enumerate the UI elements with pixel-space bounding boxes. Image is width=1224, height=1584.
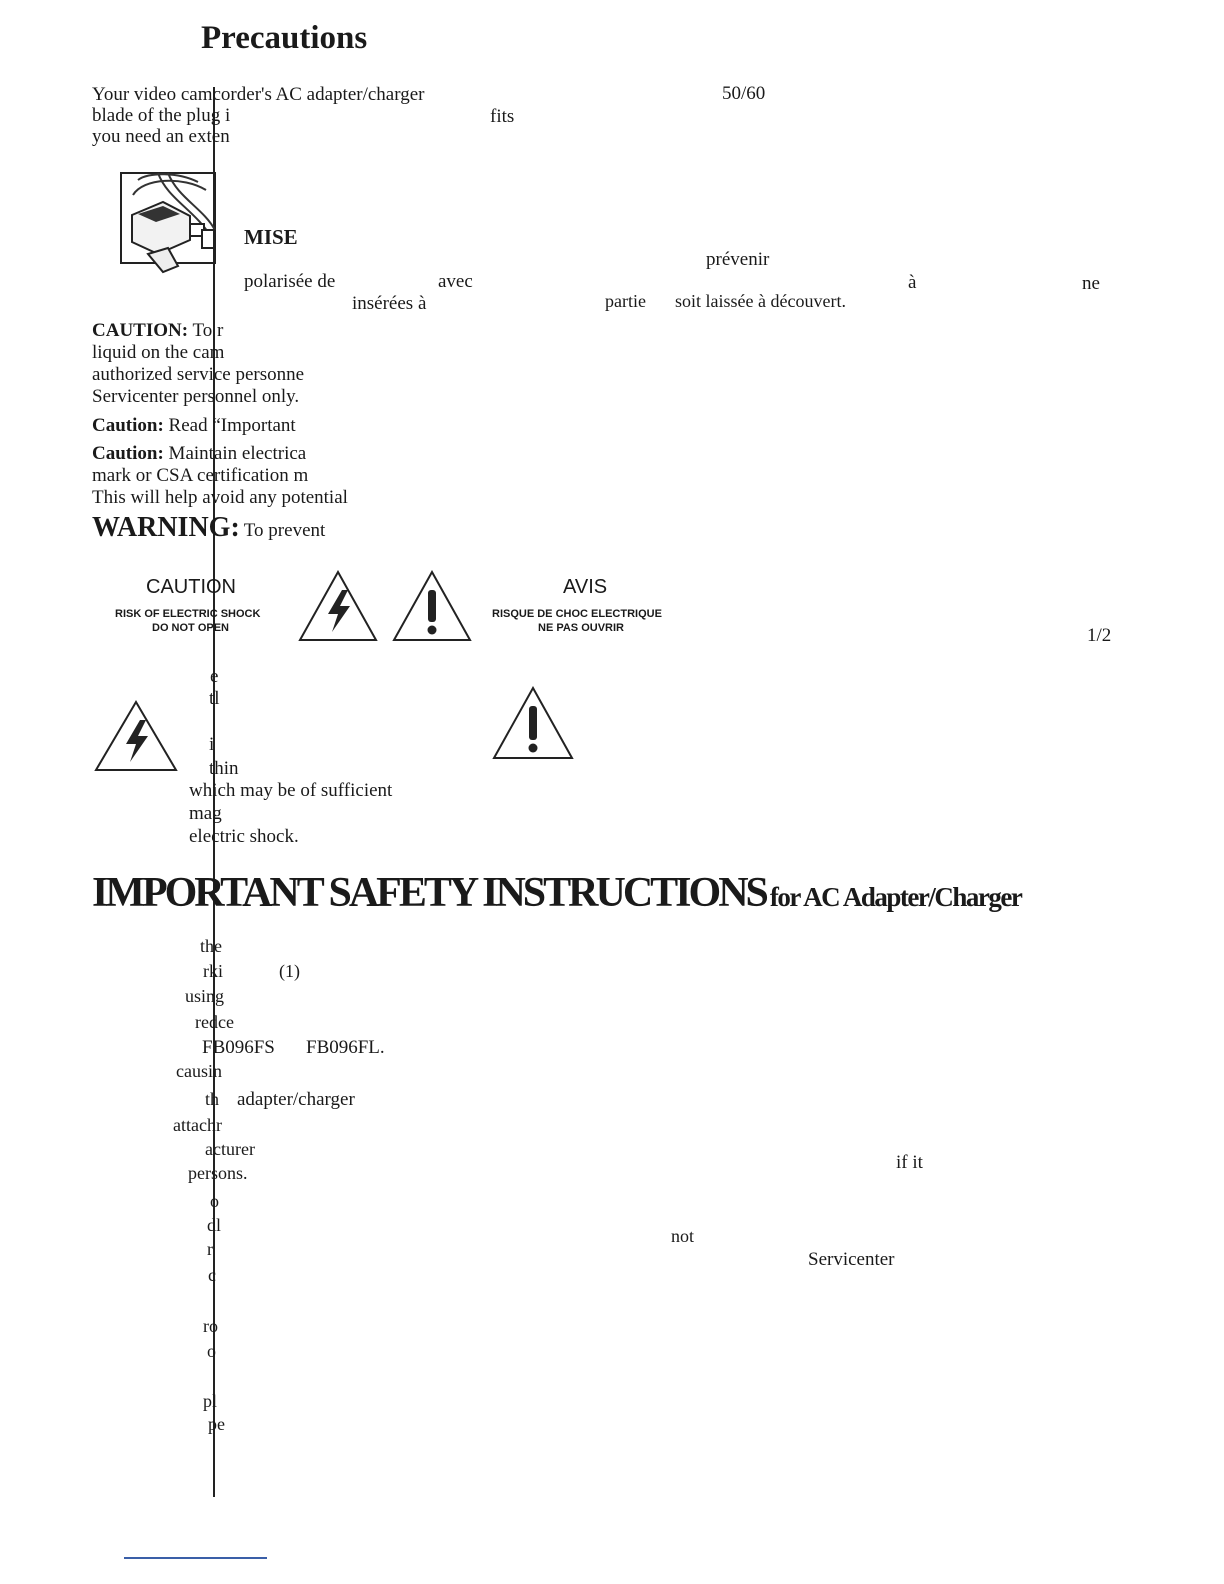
exclamation-symbol-icon xyxy=(492,686,574,760)
exclamation-warning-icon xyxy=(392,570,472,642)
fraction-text: 1/2 xyxy=(1087,625,1112,646)
warning-label: WARNING: xyxy=(92,512,240,543)
safety-fragment: persons. xyxy=(188,1163,248,1183)
label-do-not-open: DO NOT OPEN xyxy=(152,622,230,634)
symbol-fragment-3: i xyxy=(209,734,215,755)
label-caution: CAUTION xyxy=(146,576,236,598)
safety-fragment: ro xyxy=(203,1316,218,1336)
safety-fragment: rki xyxy=(203,961,223,981)
caution-1-text: To r xyxy=(192,320,224,341)
safety-heading-suffix: for AC Adapter/Charger xyxy=(769,882,1022,912)
label-avis: AVIS xyxy=(563,576,608,598)
safety-fragment: o xyxy=(210,1191,219,1211)
caution-1 xyxy=(92,321,223,340)
symbol-fragment-1: e xyxy=(210,666,219,687)
safety-fragment: r xyxy=(207,1239,213,1259)
french-ne: ne xyxy=(1082,273,1100,294)
intro-line-3: you need an exten xyxy=(92,126,230,147)
caution-3-label: Caution: xyxy=(92,443,164,464)
caution-2-text: Read “Important xyxy=(168,415,296,436)
page-title: Precautions xyxy=(201,20,368,56)
safety-fragment: dl xyxy=(207,1215,222,1235)
safety-fragment: FB096FL. xyxy=(306,1037,385,1058)
french-soit: soit laissée à découvert. xyxy=(675,291,846,311)
french-avec: avec xyxy=(438,271,473,292)
intro-line-2: blade of the plug i xyxy=(92,105,231,126)
safety-heading-main: IMPORTANT SAFETY INSTRUCTIONS xyxy=(92,870,766,916)
safety-fragment: c xyxy=(208,1265,216,1285)
intro-line-1-right: 50/60 xyxy=(722,83,766,104)
safety-fragment: pl xyxy=(203,1391,218,1411)
warning xyxy=(92,514,325,542)
caution-3-line-2: mark or CSA certification m xyxy=(92,465,309,486)
caution-3 xyxy=(92,444,306,463)
safety-fragment: using xyxy=(185,986,225,1006)
safety-fragment: acturer xyxy=(205,1139,255,1159)
warning-text: To prevent xyxy=(243,520,326,541)
symbol-fragment-6: mag xyxy=(189,803,222,824)
french-partie: partie xyxy=(605,291,646,311)
label-risque: RISQUE DE CHOC ELECTRIQUE xyxy=(492,608,662,620)
caution-3-text: Maintain electrica xyxy=(168,443,307,464)
safety-fragment: if it xyxy=(896,1152,923,1173)
safety-fragment: redce xyxy=(195,1012,234,1032)
caution-1-label: CAUTION: xyxy=(92,320,189,341)
french-polarisee: polarisée de xyxy=(244,271,336,292)
lightning-warning-icon xyxy=(298,570,378,642)
safety-fragment: causin xyxy=(176,1061,222,1081)
symbol-fragment-7: electric shock. xyxy=(189,826,299,847)
safety-fragment: the xyxy=(200,936,222,956)
safety-fragment: th xyxy=(205,1089,220,1109)
safety-fragment: pe xyxy=(208,1414,225,1434)
lightning-symbol-icon xyxy=(94,700,178,772)
caution-1-line-3: authorized service personne xyxy=(92,364,305,385)
polarized-plug-illustration xyxy=(118,170,218,275)
symbol-fragment-5: which may be of sufficient xyxy=(189,780,393,801)
caution-1-line-2: liquid on the cam xyxy=(92,342,225,363)
symbol-fragment-4: thin xyxy=(209,758,239,779)
safety-fragment: Servicenter xyxy=(808,1249,895,1270)
symbol-fragment-2: tl xyxy=(209,688,220,709)
caution-2 xyxy=(92,416,296,435)
caution-1-line-4: Servicenter personnel only. xyxy=(92,386,300,407)
caution-3-line-3: This will help avoid any potential xyxy=(92,487,348,508)
label-risk: RISK OF ELECTRIC SHOCK xyxy=(115,608,261,620)
intro-line-1: Your video camcorder's AC adapter/charger xyxy=(92,84,425,105)
safety-heading xyxy=(92,872,1021,914)
french-heading: MISE xyxy=(244,225,298,249)
french-a: à xyxy=(908,272,917,293)
safety-fragment: adapter/charger xyxy=(237,1089,355,1110)
intro-line-2-right: fits xyxy=(490,106,515,127)
safety-fragment: FB096FS xyxy=(202,1037,275,1058)
french-prevenir: prévenir xyxy=(706,249,770,270)
safety-fragment: o xyxy=(207,1341,216,1361)
caution-2-label: Caution: xyxy=(92,415,164,436)
label-ne-pas-ouvrir: NE PAS OUVRIR xyxy=(538,622,624,634)
safety-fragment: attachr xyxy=(173,1115,222,1135)
french-inserees: insérées à xyxy=(352,293,427,314)
footer-rule xyxy=(124,1557,267,1559)
safety-fragment: (1) xyxy=(279,961,300,981)
safety-fragment: not xyxy=(671,1226,695,1246)
